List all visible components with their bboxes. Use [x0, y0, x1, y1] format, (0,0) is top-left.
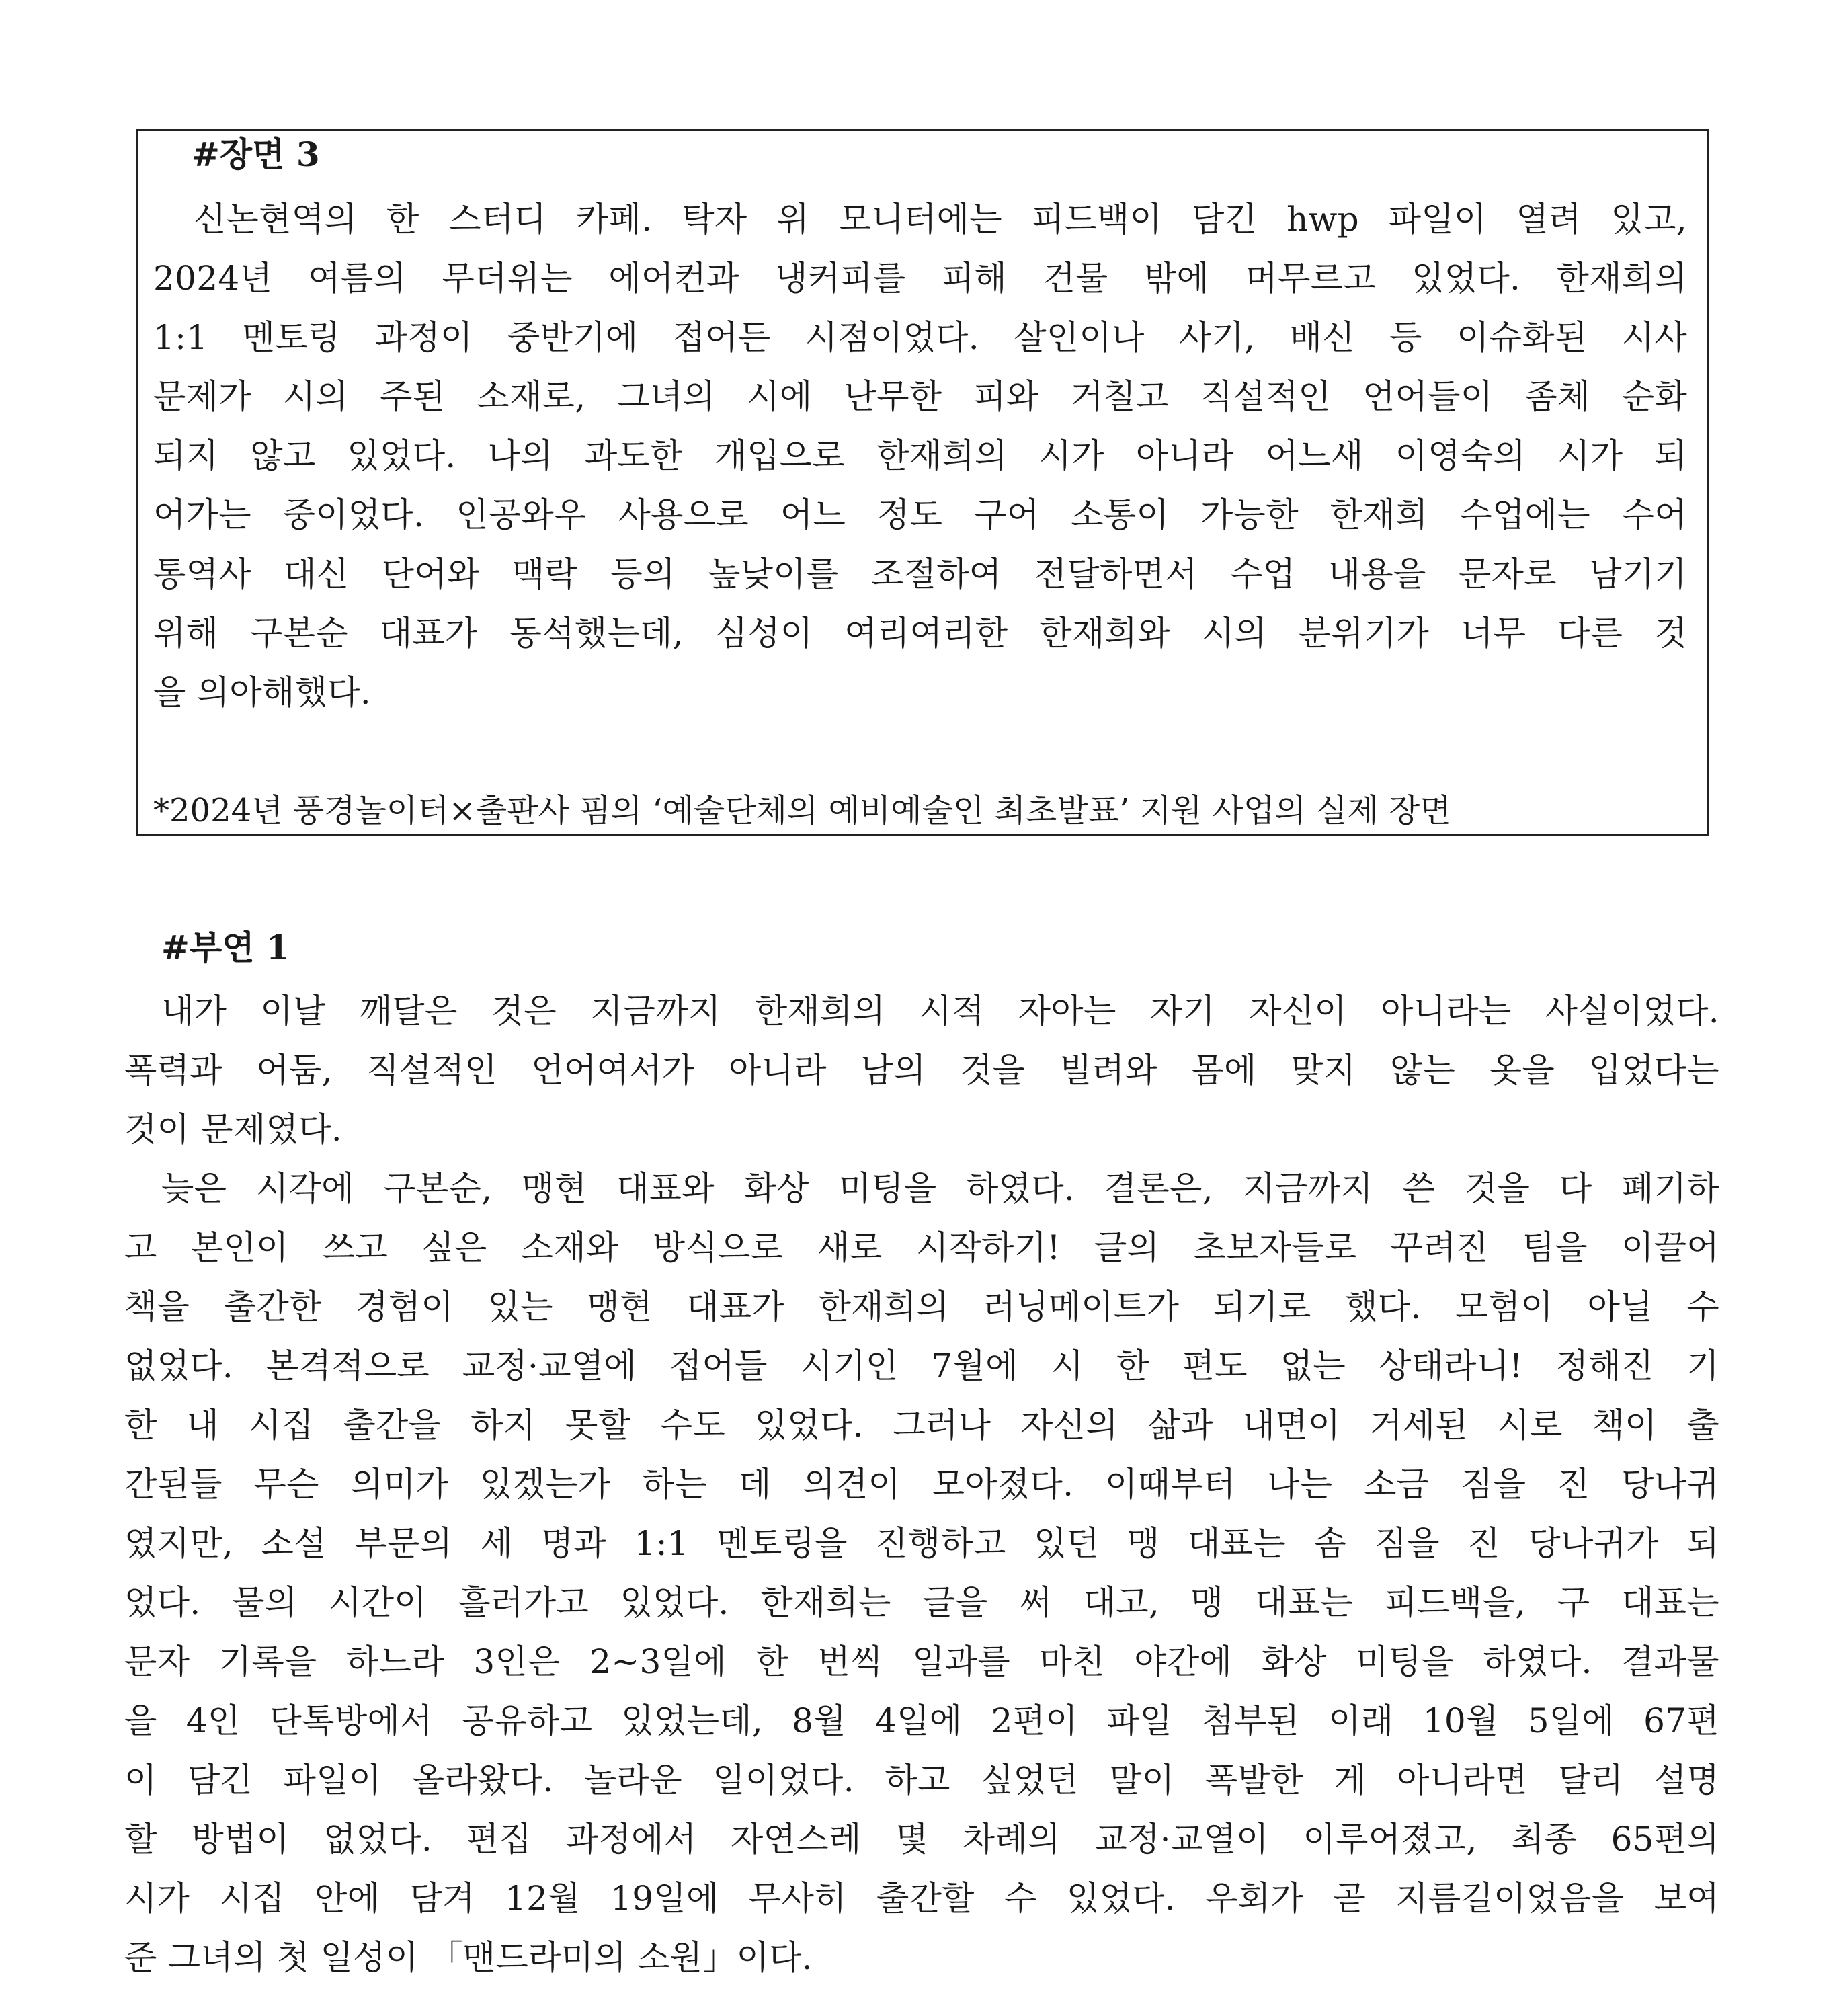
appendix-line: 내가 이날 깨달은 것은 지금까지 한재희의 시적 자아는 자기 자신이 아니라는 사실이었다. — [161, 992, 1719, 1031]
appendix-line: 한 내 시집 출간을 하지 못할 수도 있었다. 그러나 자신의 삶과 내면이 거세된 시로 책이 출 — [124, 1406, 1719, 1445]
scene-line: 2024년 여름의 무더위는 에어컨과 냉커피를 피해 건물 밖에 머무르고 있었다. 한재희의 — [153, 259, 1687, 298]
appendix-line: 고 본인이 쓰고 싶은 소재와 방식으로 새로 시작하기! 글의 초보자들로 꾸려진 팀을 이끌어 — [124, 1228, 1719, 1267]
appendix-heading: #부연 1 — [161, 928, 290, 967]
scene-line: 신논현역의 한 스터디 카페. 탁자 위 모니터에는 피드백이 담긴 hwp 파일이 열려 있고, — [194, 200, 1687, 239]
appendix-line: 책을 출간한 경험이 있는 맹현 대표가 한재희의 러닝메이트가 되기로 했다. 모험이 아닐 수 — [124, 1287, 1719, 1326]
scene-line: 을 의아해했다. — [153, 673, 371, 712]
appendix-line: 준 그녀의 첫 일성이 「맨드라미의 소원」이다. — [124, 1938, 813, 1977]
scene-line: 어가는 중이었다. 인공와우 사용으로 어느 정도 구어 소통이 가능한 한재희 수업에는 수어 — [153, 495, 1687, 534]
scene-line: 문제가 시의 주된 소재로, 그녀의 시에 난무한 피와 거칠고 직설적인 언어들이 좀체 순화 — [153, 377, 1687, 416]
appendix-line: 할 방법이 없었다. 편집 과정에서 자연스레 몇 차례의 교정·교열이 이루어졌고, 최종 65편의 — [124, 1820, 1719, 1859]
appendix-line: 것이 문제였다. — [124, 1110, 342, 1149]
scene-footnote: *2024년 풍경놀이터×출판사 핌의 ‘예술단체의 예비예술인 최초발표’ 지원 사업의 실제 장면 — [153, 792, 1451, 830]
appendix-line: 늦은 시각에 구본순, 맹현 대표와 화상 미팅을 하였다. 결론은, 지금까지 쓴 것을 다 폐기하 — [161, 1169, 1719, 1208]
scene-line: 1:1 멘토링 과정이 중반기에 접어든 시점이었다. 살인이나 사기, 배신 등 이슈화된 시사 — [153, 318, 1687, 357]
scene-heading: #장면 3 — [192, 134, 320, 174]
appendix-line: 이 담긴 파일이 올라왔다. 놀라운 일이었다. 하고 싶었던 말이 폭발한 게 아니라면 달리 설명 — [124, 1761, 1719, 1800]
appendix-line: 폭력과 어둠, 직설적인 언어여서가 아니라 남의 것을 빌려와 몸에 맞지 않는 옷을 입었다는 — [124, 1051, 1719, 1090]
appendix-line: 시가 시집 안에 담겨 12월 19일에 무사히 출간할 수 있었다. 우회가 곧 지름길이었음을 보여 — [124, 1879, 1719, 1918]
scene-line: 되지 않고 있었다. 나의 과도한 개입으로 한재희의 시가 아니라 어느새 이영숙의 시가 되 — [153, 436, 1687, 475]
appendix-line: 없었다. 본격적으로 교정·교열에 접어들 시기인 7월에 시 한 편도 없는 상태라니! 정해진 기 — [124, 1346, 1719, 1385]
appendix-line: 간된들 무슨 의미가 있겠는가 하는 데 의견이 모아졌다. 이때부터 나는 소금 짐을 진 당나귀 — [124, 1465, 1719, 1504]
appendix-line: 을 4인 단톡방에서 공유하고 있었는데, 8월 4일에 2편이 파일 첨부된 이래 10월 5일에 67편 — [124, 1701, 1719, 1740]
scene-line: 위해 구본순 대표가 동석했는데, 심성이 여리여리한 한재희와 시의 분위기가 너무 다른 것 — [153, 614, 1687, 653]
appendix-line: 었다. 물의 시간이 흘러가고 있었다. 한재희는 글을 써 대고, 맹 대표는 피드백을, 구 대표는 — [124, 1583, 1719, 1622]
scene-line: 통역사 대신 단어와 맥락 등의 높낮이를 조절하여 전달하면서 수업 내용을 문자로 남기기 — [153, 555, 1687, 594]
appendix-line: 였지만, 소설 부문의 세 명과 1:1 멘토링을 진행하고 있던 맹 대표는 솜 짐을 진 당나귀가 되 — [124, 1524, 1719, 1563]
appendix-line: 문자 기록을 하느라 3인은 2~3일에 한 번씩 일과를 마친 야간에 화상 미팅을 하였다. 결과물 — [124, 1642, 1719, 1681]
